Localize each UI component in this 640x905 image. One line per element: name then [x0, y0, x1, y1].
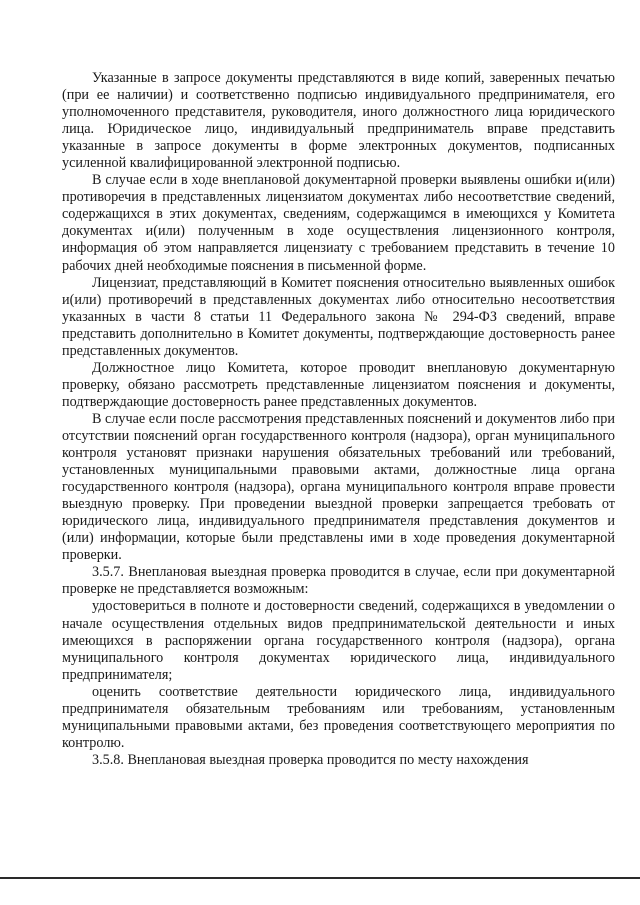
paragraph-verify-completeness: удостовериться в полноте и достоверности сведений, содержащихся в уведомлении о начале осуществления отдельных видов предпринимательской деятельности и иных имеющихся в распоряжении органа государственного контроля (надзора), органа муниципального контроля документах юридического лица, индивидуального предпринимателя;	[62, 598, 615, 683]
bottom-divider	[0, 877, 640, 879]
paragraph-licensee-explanations: Лицензиат, представляющий в Комитет пояснения относительно выявленных ошибок и(или) противоречий в представленных документах либо относительно несоответствия указанных в части 8 статьи 11 Федерального закона № 294-ФЗ сведений, вправе представить дополнительно в Комитет документы, подтверждающие достоверность ранее представленных документов.	[62, 274, 615, 359]
paragraph-3-5-8: 3.5.8. Внеплановая выездная проверка проводится по месту нахождения	[92, 751, 529, 768]
paragraph-errors-found: В случае если в ходе внеплановой документарной проверки выявлены ошибки и(или) противоречия в представленных лицензиатом документах либо несоответствие сведений, содержащихся в этих документах, сведениям, содержащимся в имеющихся у Комитета документах и(или) полученным в ходе осуществления лицензионного контроля, информация об этом направляется лицензиату с требованием представить в течение 10 рабочих дней необходимые пояснения в письменной форме.	[62, 172, 615, 274]
paragraph-documents-copies: Указанные в запросе документы представляются в виде копий, заверенных печатью (при ее наличии) и соответственно подписью индивидуального предпринимателя, его уполномоченного представителя, руководителя, иного должностного лица юридического лица. Юридическое лицо, индивидуальный предприниматель вправе представить указанные в запросе документы в форме электронных документов, подписанных усиленной квалифицированной электронной подписью.	[62, 70, 615, 172]
paragraph-official-review: Должностное лицо Комитета, которое проводит внеплановую документарную проверку, обязано рассмотреть представленные лицензиатом пояснения и документы, подтверждающие достоверность ранее представленных документов.	[62, 359, 615, 410]
paragraph-assess-compliance: оценить соответствие деятельности юридического лица, индивидуального предпринимателя обязательным требованиям или требованиям, установленным муниципальными правовыми актами, без проведения соответствующего мероприятия по контролю.	[62, 683, 615, 751]
document-body	[62, 70, 615, 769]
paragraph-field-inspection: В случае если после рассмотрения представленных пояснений и документов либо при отсутствии пояснений орган государственного контроля (надзора), орган муниципального контроля установят признаки нарушения обязательных требований или требований, установленных муниципальными правовыми актами, должностные лица органа государственного контроля (надзора), органа муниципального контроля вправе провести выездную проверку. При проведении выездной проверки запрещается требовать от юридического лица, индивидуального предпринимателя представления документов и (или) информации, которые были представлены ими в ходе проведения документарной проверки.	[62, 410, 615, 564]
paragraph-3-5-7: 3.5.7. Внеплановая выездная проверка проводится в случае, если при документарной проверке не представляется возможным:	[62, 564, 615, 598]
